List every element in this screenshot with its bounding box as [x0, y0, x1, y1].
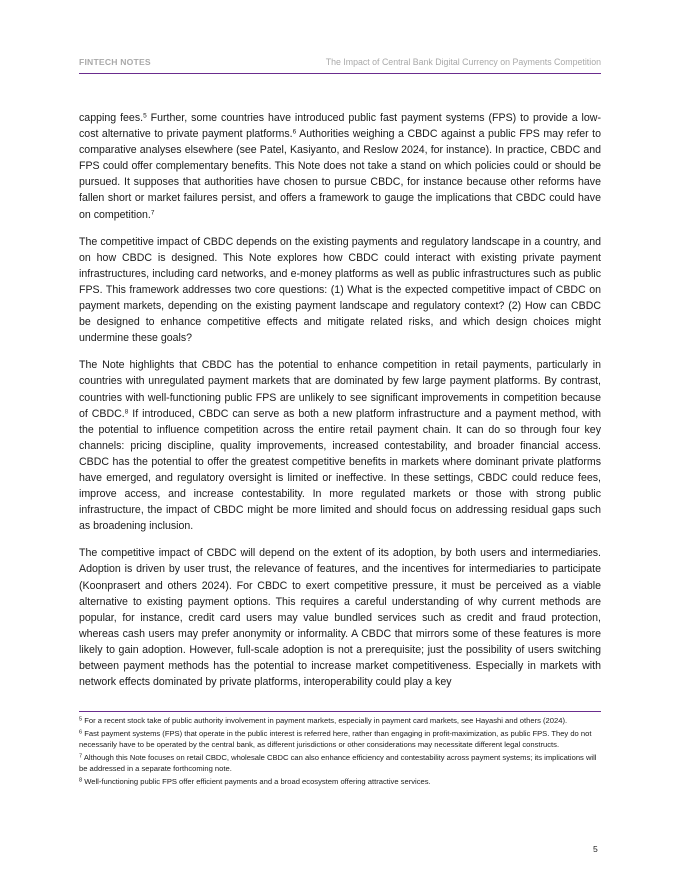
text-run: Further, some countries have introduced public fast payment systems (FPS) to provide a low-cost alternative to private payment platforms.: [79, 112, 601, 141]
running-header: [79, 56, 601, 74]
paragraph: [79, 545, 601, 690]
page-number: 5: [593, 844, 598, 854]
footnote-number: 8: [79, 777, 83, 784]
footnote: [79, 776, 601, 787]
text-run: The competitive impact of CBDC depends on the existing payments and regulatory landscape in a country, and on how CBDC is designed. This Note explores how CBDC could interact with existing private payment infrastructures, including card networks, and e-money platforms as well as public infrastructures such as public FPS. This framework addresses two core questions: (1) What is the expected competitive impact of CBDC on payment markets, depending on the existing payment landscape and regulatory context? (2) How can CBDC be designed to enhance competitive effects and mitigate related risks, and which design choices might undermine these goals?: [79, 235, 601, 345]
footnote-ref[interactable]: 5: [143, 112, 147, 120]
footnote-text: Although this Note focuses on retail CBDC, wholesale CBDC can also enhance efficiency and contestability across payment systems; its implications will be addressed in a separate forthcoming note.: [79, 753, 597, 773]
text-run: The competitive impact of CBDC will depend on the extent of its adoption, by both users and intermediaries. Adoption is driven by user trust, the relevance of features, and the incentives for intermediaries to participate (Koonprasert and others 2024). For CBDC to exert competitive pressure, it must be perceived as a viable alternative to existing payment options. This requires a careful understanding of why current methods are popular, for instance, credit card users may value bundled services such as credit and fraud protection, whereas cash users may prefer anonymity or informality. A CBDC that mirrors some of these features is more likely to gain adoption. However, full-scale adoption is not a prerequisite; just the possibility of users switching between payment methods has the potential to increase market competitiveness. Especially in markets with network effects dominated by private platforms, interoperability could play a key: [79, 547, 601, 689]
footnote: [79, 728, 601, 750]
footnote-ref[interactable]: 7: [150, 209, 155, 217]
footnote-ref[interactable]: 8: [124, 408, 129, 416]
footnote: [79, 752, 601, 774]
text-run: The Note highlights that CBDC has the potential to enhance competition in retail payments, particularly in countries with unregulated payment markets that are dominated by few large payment platforms. By contrast, countries with well-functioning public FPS are unlikely to see significant improvements in competition because of CBDC.: [79, 359, 601, 420]
paragraph: [79, 234, 601, 347]
paragraph: [79, 110, 601, 223]
footnote: [79, 715, 601, 726]
text-run: If introduced, CBDC can serve as both a new platform infrastructure and a payment method, with the potential to influence competition across the entire retail payment chain. It can do so through four key channels: pricing discipline, quality improvements, increased contestability, and broader financial access. CBDC has the potential to offer the greatest competitive benefits in markets where dominant private platforms have emerged, and regulatory oversight is limited or ineffective. In these settings, CBDC could reduce fees, improve access, and increase contestability. In more regulated markets or those with strong public infrastructure, the impact of CBDC might be more limited and should focus on addressing residual gaps such as broadening inclusion.: [79, 407, 601, 533]
body-text: [79, 110, 601, 701]
footnote-ref[interactable]: 6: [292, 128, 297, 136]
document-title: The Impact of Central Bank Digital Currency on Payments Competition: [325, 57, 601, 67]
footnote-text: Well-functioning public FPS offer efficient payments and a broad ecosystem offering attractive services.: [82, 777, 431, 786]
text-run: Authorities weighing a CBDC against a public FPS may refer to comparative analyses elsewhere (see Patel, Kasiyanto, and Reslow 2024, for instance). In practice, CBDC and FPS could offer complementary benefits. This Note does not take a stand on which policies could or should be pursued. It supposes that authorities have chosen to pursue CBDC, for instance because other reforms have fallen short or market failures persist, and offers a framework to gauge the implications that CBDC could have on competition.: [79, 128, 601, 221]
footnote-number: 6: [79, 729, 83, 736]
footnote-text: Fast payment systems (FPS) that operate in the public interest is referred here, rather than engaging in profit-maximization, as public FPS. They do not necessarily have to be operated by the central bank, as different jurisdictions or other considerations may necessitate different legal constructs.: [79, 729, 592, 749]
footnote-text: For a recent stock take of public authority involvement in payment markets, especially in payment card markets, see Hayashi and others (2024).: [82, 716, 568, 725]
text-run: capping fees.: [79, 112, 144, 124]
footnotes: [79, 711, 601, 789]
paragraph: [79, 357, 601, 534]
footnote-number: 5: [79, 716, 83, 723]
footnote-number: 7: [79, 753, 83, 760]
series-label: FINTECH NOTES: [79, 57, 151, 67]
